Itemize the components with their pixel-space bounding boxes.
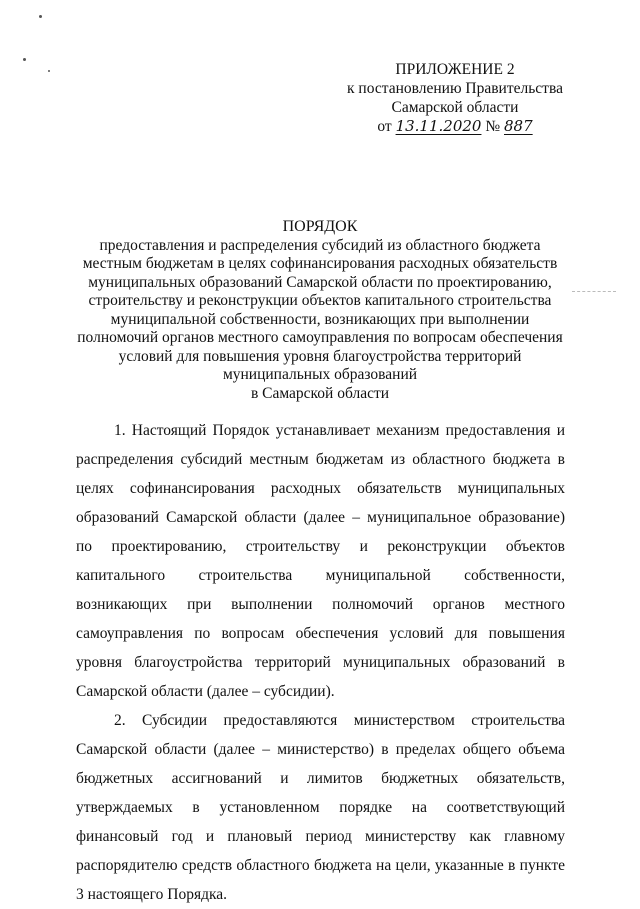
handwritten-number: 887 [504,117,533,135]
appendix-region: Самарской области [391,99,519,116]
appendix-header [330,60,580,136]
paragraph-2: 2. Субсидии предоставляются министерством строительства Самарской области (далее – министерство) в пределах общего объема бюджетных ассигнований и лимитов бюджетных обязательств, утверждаемых в установленном порядке на соответствующий финансовый год и плановый период министерству как главному распорядителю средств областного бюджета на цели, указанные в пункте 3 настоящего Порядка. [76,712,565,903]
title-line: условий для повышения уровня благоустройства территорий [118,347,522,365]
scan-speck [39,15,42,18]
scan-speck [23,58,26,61]
title-line: строительству и реконструкции объектов капитального строительства [88,292,552,309]
title-line: муниципальных образований [222,366,418,383]
appendix-date-line [330,117,580,136]
title-heading: ПОРЯДОК [282,218,358,235]
title-line: полномочий органов местного самоуправления по вопросам обеспечения [77,329,563,346]
paragraph-1: 1. Настоящий Порядок устанавливает механизм предоставления и распределения субсидий местным бюджетам из областного бюджета в целях софинансирования расходных обязательств муниципальных образований Самарской области (далее – муниципальное образование) по проектированию, строительству и реконструкции объектов капитального строительства муниципальной собственности, возникающих при выполнении полномочий органов местного самоуправления по вопросам обеспечения условий для повышения уровня благоустройства территорий муниципальных образований в Самарской области (далее – субсидии). [76,422,565,700]
date-prefix: от [377,118,392,135]
title-line: местным бюджетам в целях софинансирования расходных обязательств [82,255,558,272]
scan-speck [48,70,50,72]
appendix-label: ПРИЛОЖЕНИЕ 2 [395,61,515,78]
number-prefix: № [485,118,501,135]
title-line: муниципальных образований Самарской области по проектированию, [88,273,552,291]
title-line: в Самарской области [250,384,390,402]
appendix-decree-ref: к постановлению Правительства [347,80,563,97]
document-body [76,416,565,909]
handwritten-date: 13.11.2020 [395,117,482,135]
document-title [60,218,580,403]
title-line: предоставления и распределения субсидий из областного бюджета [99,236,541,254]
title-line: муниципальной собственности, возникающих при выполнении [110,310,530,328]
